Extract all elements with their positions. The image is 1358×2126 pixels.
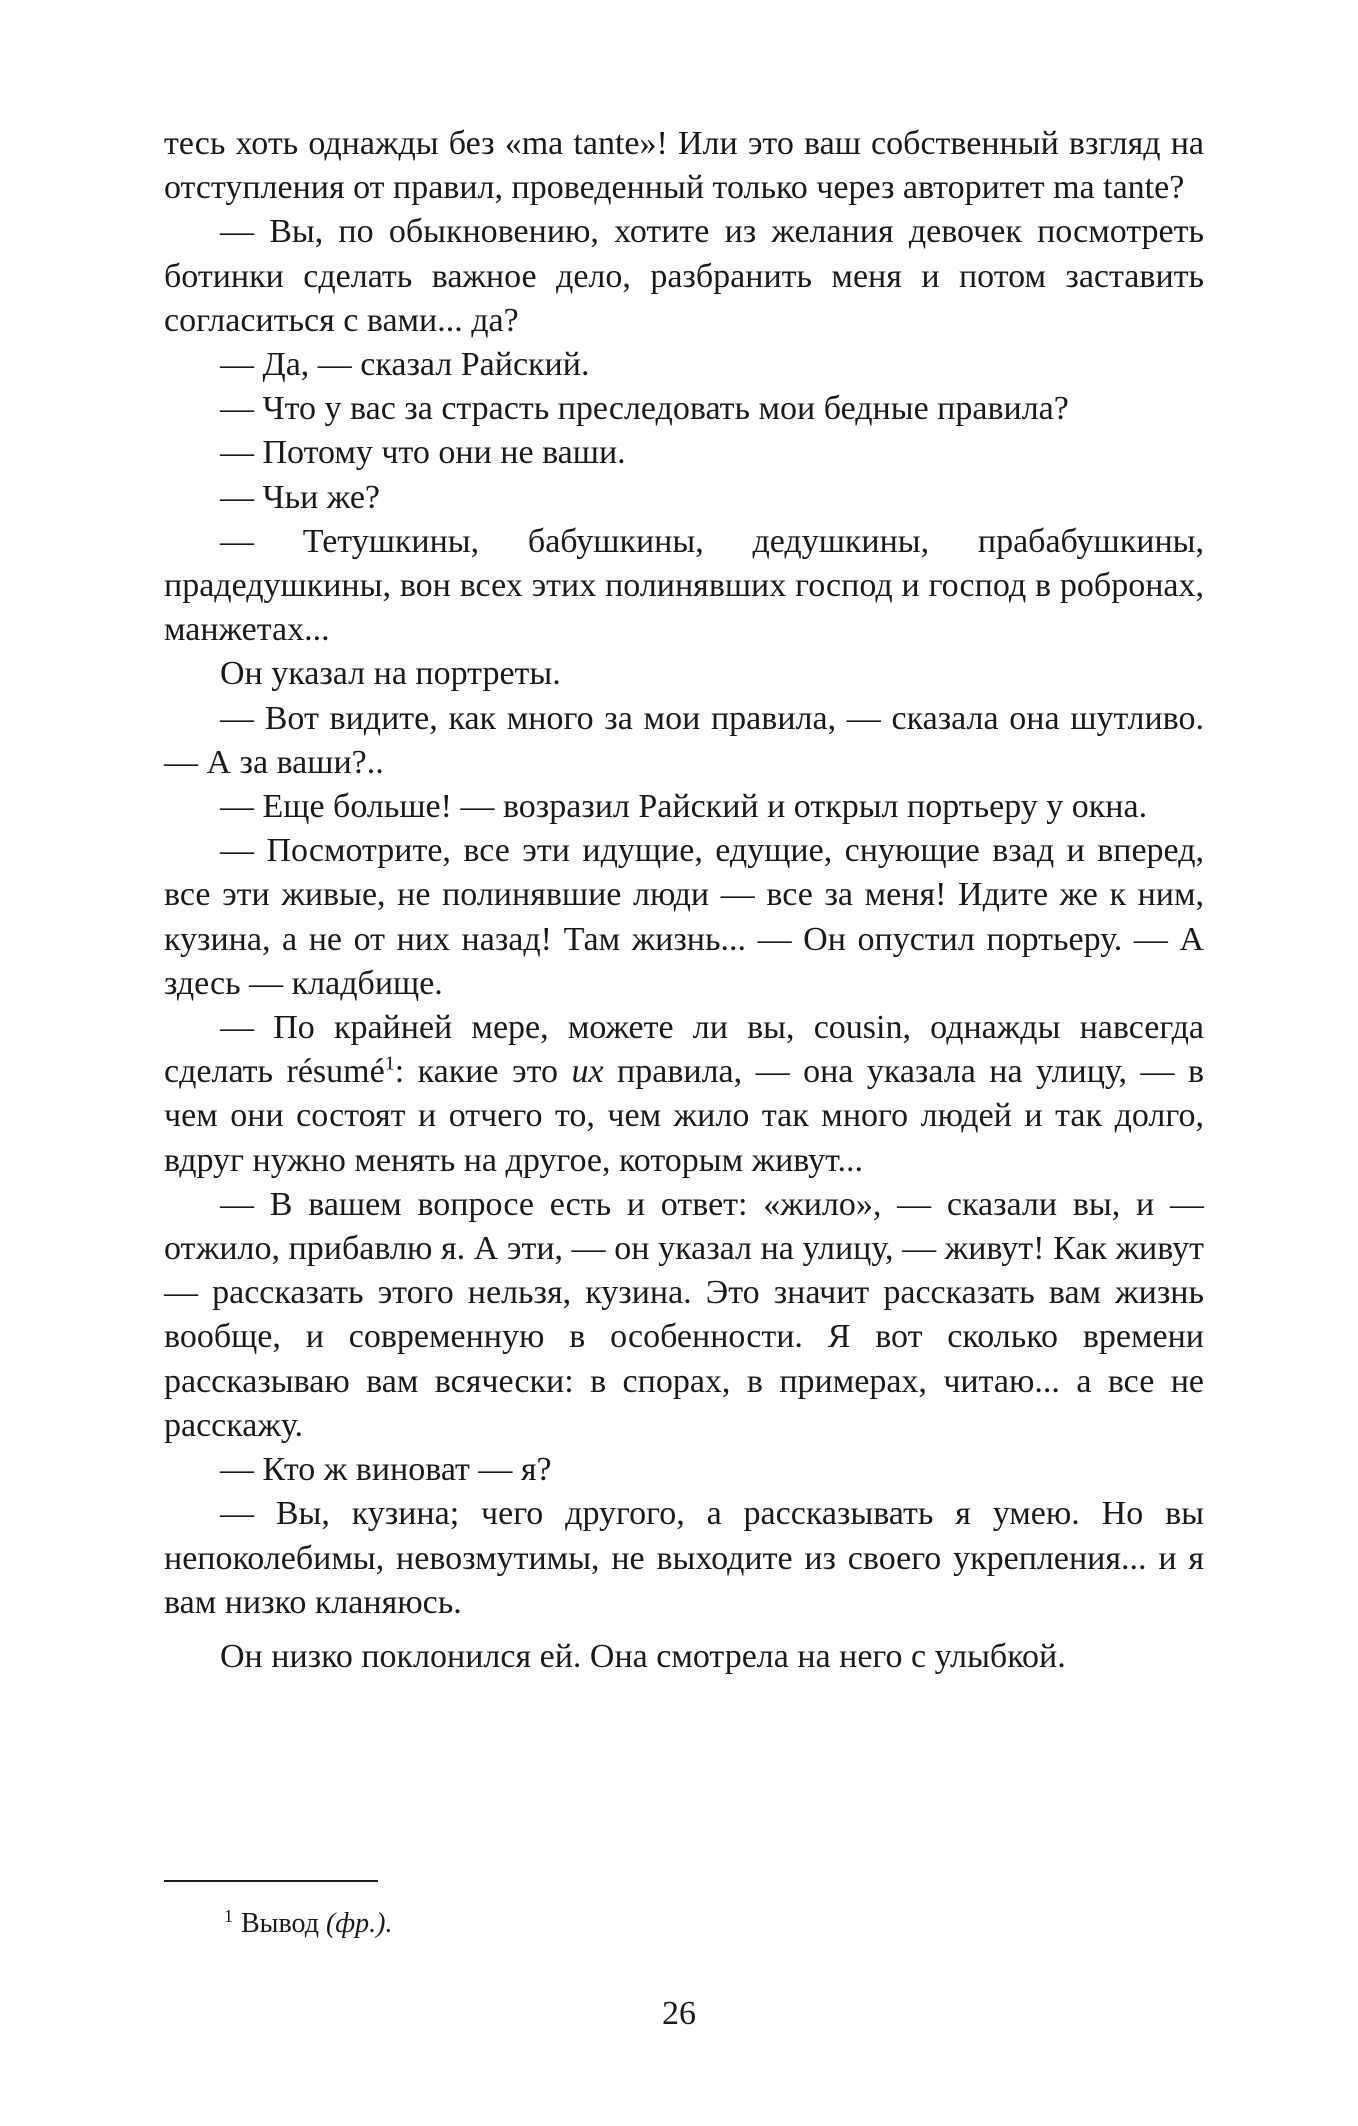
paragraph-with-footnote [164,1006,1204,1183]
page-number: 26 [662,1995,696,2032]
paragraph: — Тетушкины, бабушкины, дедушкины, прабабушкины, прадедушкины, вон всех этих полинявших господ и господ в робронах, манжетах... [164,522,1204,649]
paragraph-text: : какие это [394,1053,572,1091]
paragraph: — Чьи же? [220,478,381,516]
emphasis: их [571,1053,604,1091]
paragraph: — Да, — сказал Райский. [220,346,590,384]
footnote-divider [164,1880,378,1882]
paragraph: — Посмотрите, все эти идущие, едущие, снующие взад и вперед, все эти живые, не полинявшие люди — все за меня! Идите же к ним, кузина, а не от них назад! Там жизнь... — Он опустил портьеру. — А здесь — кладбище. [164,832,1204,1002]
paragraph: — Что у вас за страсть преследовать мои бедные правила? [220,390,1069,428]
footnote-text: Вывод [241,1908,326,1939]
footnote-reference: 1 [384,1052,395,1075]
paragraph-text: правила, — она указала на улицу, — в чем они состоят и отчего то, чем жило так много людей и так долго, вдруг нужно менять на другое, которым живут... [164,1053,1204,1179]
paragraph: — Вот видите, как много за мои правила, — сказала она шутливо. — А за ваши?.. [164,699,1204,781]
paragraph: — В вашем вопросе есть и ответ: «жило», — сказали вы, и — отжило, прибавлю я. А эти, — он указал на улицу, — живут! Как живут — рассказать этого нельзя, кузина. Это значит рассказать вам жизнь вообще, и современную в особенности. Я вот сколько времени рассказываю вам всячески: в спорах, в примерах, читаю... а все не расскажу. [164,1185,1204,1444]
paragraph: Он низко поклонился ей. Она смотрела на него с улыбкой. [220,1637,1066,1675]
paragraph: — Потому что они не ваши. [220,434,626,472]
footnote-mark: 1 [224,1905,233,1926]
footnote-emphasis: (фр.). [325,1908,393,1939]
footnote [224,1906,393,1942]
paragraph-text: — По крайней мере, можете ли вы, cousin, однажды навсегда сделать résumé [164,1009,1204,1091]
paragraph: тесь хоть однажды без «ma tante»! Или это ваш собственный взгляд на отступления от правил, проведенный только через авторитет ma tante? [164,125,1204,207]
body-text [164,122,1204,1679]
paragraph: — Вы, по обыкновению, хотите из желания девочек посмотреть ботинки сделать важное дело, разбранить меня и потом заставить согласиться с вами... да? [164,213,1204,339]
paragraph: — Вы, кузина; чего другого, а рассказывать я умею. Но вы непоколебимы, невозмутимы, не выходите из своего укрепления... и я вам низко кланяюсь. [164,1495,1204,1621]
paragraph: — Еще больше! — возразил Райский и открыл портьеру у окна. [220,788,1148,826]
paragraph: — Кто ж виноват — я? [220,1451,552,1489]
paragraph: Он указал на портреты. [220,655,561,693]
